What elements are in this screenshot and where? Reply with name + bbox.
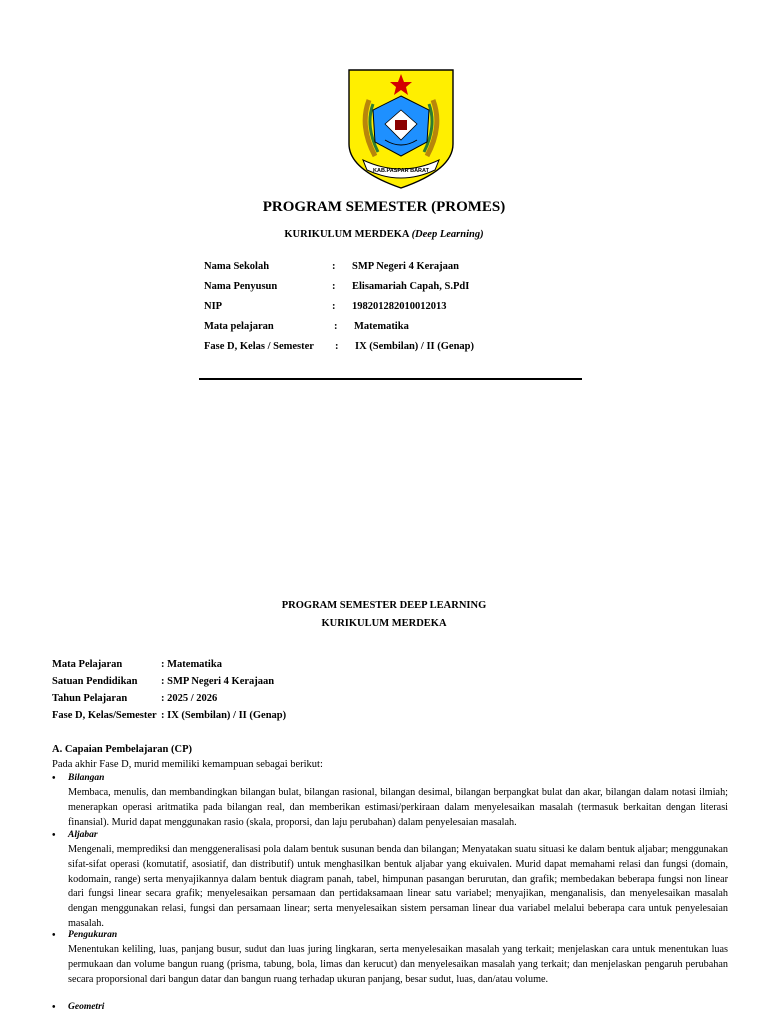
field-separator: : xyxy=(334,321,338,332)
element-heading-aljabar: Aljabar xyxy=(68,830,98,840)
info-row xyxy=(0,659,768,673)
field-separator: : xyxy=(332,261,336,272)
field-value: Matematika xyxy=(354,321,409,332)
field-label: Nama Penyusun xyxy=(204,281,278,292)
cover-field-author xyxy=(0,281,768,295)
cover-subtitle xyxy=(0,229,768,240)
field-value: SMP Negeri 4 Kerajaan xyxy=(352,261,460,272)
info-value: : Matematika xyxy=(161,659,222,670)
field-label: Mata pelajaran xyxy=(204,321,274,332)
info-label: Fase D, Kelas/Semester xyxy=(52,710,157,721)
info-value: : IX (Sembilan) / II (Genap) xyxy=(161,710,287,721)
page2-subtitle: KURIKULUM MERDEKA xyxy=(321,618,447,629)
cover-title: PROGRAM SEMESTER (PROMES) xyxy=(262,199,506,215)
bullet-icon: • xyxy=(52,773,56,784)
page2-title: PROGRAM SEMESTER DEEP LEARNING xyxy=(281,600,487,611)
element-heading-geometri: Geometri xyxy=(68,1002,105,1012)
field-separator: : xyxy=(335,341,339,352)
cover-field-school xyxy=(0,261,768,275)
field-value: Elisamariah Capah, S.PdI xyxy=(352,281,470,292)
element-heading-bilangan: Bilangan xyxy=(68,773,105,783)
info-value: : 2025 / 2026 xyxy=(161,693,218,704)
field-separator: : xyxy=(332,301,336,312)
subtitle-italic: (Deep Learning) xyxy=(411,229,484,240)
info-row xyxy=(0,710,768,724)
element-text-aljabar: Mengenali, memprediksi dan menggeneralisasi pola dalam bentuk susunan benda dan bilangan; Menyatakan suatu situasi ke dalam bentuk aljabar; menggunakan sifat-sifat operasi (komutatif, asosiatif, dan distributif) untuk menghasilkan bentuk aljabar yang ekuivalen. Murid dapat memahami relasi dan fungsi (domain, kodomain, range) serta menyajikannya dalam bentuk diagram panah, tabel, himpunan pasangan berurutan, dan grafik; membedakan beberapa fungsi non linear dari fungsi linear secara grafik; menyelesaikan persamaan dan pertidaksamaan linear satu variabel; menyajikan, menganalisis, dan menyelesaikan masalah dengan menggunakan relasi, fungsi dan persamaan linear; serta menyelesaikan sistem persaman linear dua variabel melalui beberapa cara untuk penyelesaian masalah. xyxy=(68,844,728,929)
element-heading-pengukuran: Pengukuran xyxy=(68,930,118,940)
cover-divider xyxy=(199,378,582,380)
cover-field-phase xyxy=(0,341,768,355)
bullet-icon: • xyxy=(52,930,56,941)
bullet-icon: • xyxy=(52,830,56,841)
regency-emblem-logo xyxy=(345,66,457,190)
bullet-icon: • xyxy=(52,1002,56,1013)
field-label: Fase D, Kelas / Semester xyxy=(204,341,314,352)
field-value: IX (Sembilan) / II (Genap) xyxy=(355,341,475,352)
info-value: : SMP Negeri 4 Kerajaan xyxy=(161,676,275,687)
info-label: Mata Pelajaran xyxy=(52,659,123,670)
field-label: NIP xyxy=(204,301,223,312)
section-a-heading: A. Capaian Pembelajaran (CP) xyxy=(52,744,192,755)
element-text-bilangan: Membaca, menulis, dan membandingkan bilangan bulat, bilangan rasional, bilangan desimal, bilangan berpangkat bulat dan akar, bilangan dalam notasi ilmiah; menerapkan operasi aritmatika pada bilangan real, dan memberikan estimasi/perkiraan dalam menyelesaikan masalah (termasuk berkaitan dengan literasi finansial). Murid dapat menggunakan rasio (skala, proporsi, dan laju perubahan) dalam penyelesaian masalah. xyxy=(68,787,728,828)
info-label: Satuan Pendidikan xyxy=(52,676,138,687)
cover-field-subject xyxy=(0,321,768,335)
section-a-intro: Pada akhir Fase D, murid memiliki kemampuan sebagai berikut: xyxy=(52,759,323,770)
info-row xyxy=(0,676,768,690)
cover-field-nip xyxy=(0,301,768,315)
emblem-caption: KAB.PASPAR BARAT xyxy=(373,168,429,174)
field-value: 198201282010012013 xyxy=(352,301,447,312)
info-label: Tahun Pelajaran xyxy=(52,693,128,704)
info-row xyxy=(0,693,768,707)
element-text-pengukuran: Menentukan keliling, luas, panjang busur, sudut dan luas juring lingkaran, serta menyelesaikan masalah yang terkait; menjelaskan cara untuk menentukan luas permukaan dan volume bangun ruang (prisma, tabung, bola, limas dan kerucut) dan menyelesaikan masalah yang terkait; dan menjelaskan pengaruh perubahan secara proporsional dari bangun datar dan bangun ruang terhadap ukuran panjang, besar sudut, luas, dan/atau volume. xyxy=(68,944,728,985)
subtitle-main: KURIKULUM MERDEKA xyxy=(284,229,409,240)
field-label: Nama Sekolah xyxy=(204,261,270,272)
field-separator: : xyxy=(332,281,336,292)
